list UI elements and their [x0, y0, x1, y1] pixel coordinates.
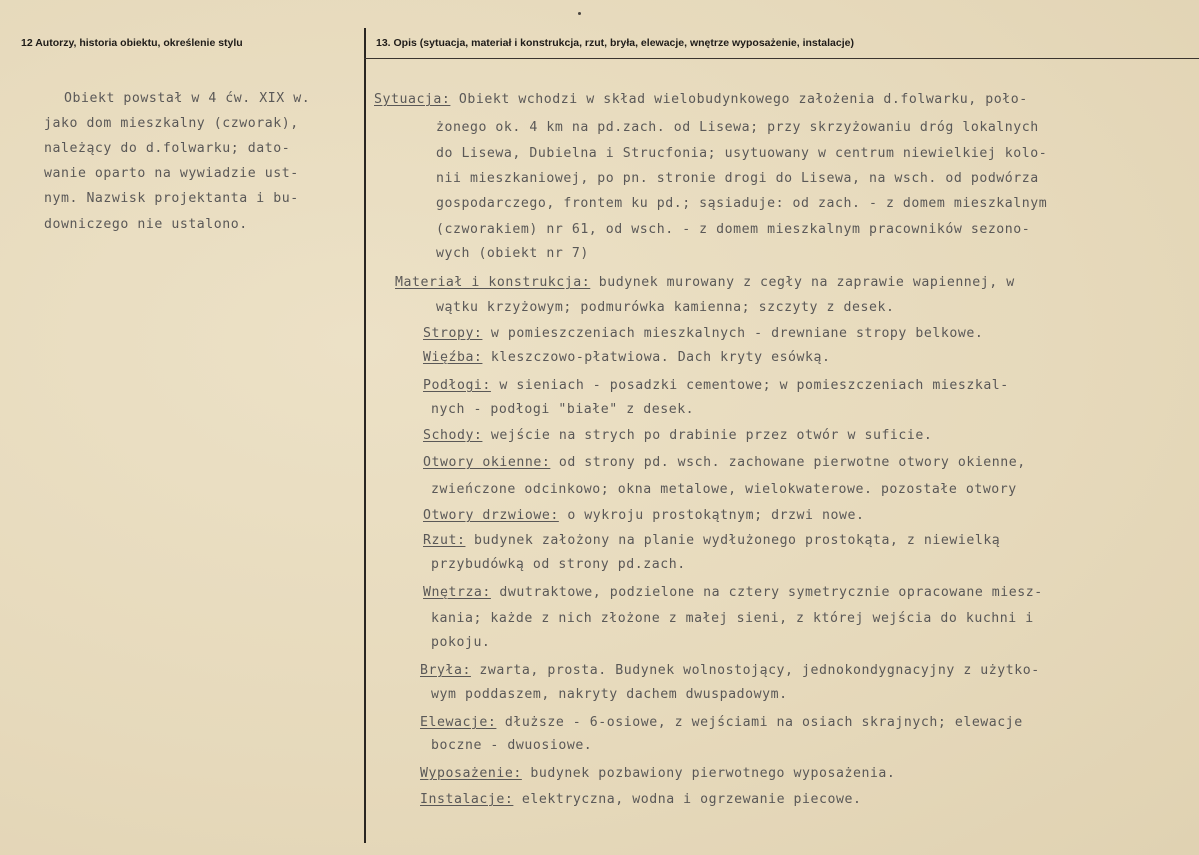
section-schody: [423, 428, 932, 443]
section-label: Wnętrza:: [423, 585, 491, 600]
section-bryla: [420, 663, 1040, 678]
section-text: budynek założony na planie wydłużonego prostokąta, z niewielką: [465, 533, 1001, 548]
section-text: w pomieszczeniach mieszkalnych - drewniane stropy belkowe.: [482, 326, 984, 341]
section-wiezba: [423, 350, 831, 365]
section-text-line: boczne - dwuosiowe.: [431, 738, 593, 753]
section-text-line: nii mieszkaniowej, po pn. stronie drogi do Lisewa, na wsch. od podwórza: [436, 171, 1039, 186]
history-line: Obiekt powstał w 4 ćw. XIX w.: [64, 91, 311, 106]
section-text-line: do Lisewa, Dubielna i Strucfonia; usytuowany w centrum niewielkiej kolo-: [436, 146, 1048, 161]
section-instalacje: [420, 792, 861, 807]
section-label: Otwory okienne:: [423, 455, 551, 470]
section-label: Podłogi:: [423, 378, 491, 393]
column-divider: [364, 28, 366, 843]
section-elewacje: [420, 715, 1023, 730]
history-line: jako dom mieszkalny (czworak),: [44, 116, 299, 131]
section-label: Wyposażenie:: [420, 766, 522, 781]
punch-mark: [578, 12, 581, 15]
section-otwory-drzwiowe: [423, 508, 864, 523]
section-wyposazenie: [420, 766, 895, 781]
section-stropy: [423, 326, 983, 341]
section-text-line: żonego ok. 4 km na pd.zach. od Lisewa; przy skrzyżowaniu dróg lokalnych: [436, 120, 1039, 135]
history-line: downiczego nie ustalono.: [44, 217, 248, 232]
header-left: 12 Autorzy, historia obiektu, określenie stylu: [21, 37, 243, 49]
section-wnetrza: [423, 585, 1043, 600]
section-text: wejście na strych po drabinie przez otwór w suficie.: [482, 428, 933, 443]
section-label: Sytuacja:: [374, 92, 451, 107]
section-label: Więźba:: [423, 350, 483, 365]
section-label: Otwory drzwiowe:: [423, 508, 559, 523]
section-text-line: (czworakiem) nr 61, od wsch. - z domem mieszkalnym pracowników sezono-: [436, 222, 1031, 237]
section-text-line: gospodarczego, frontem ku pd.; sąsiaduje: od zach. - z domem mieszkalnym: [436, 196, 1048, 211]
section-label: Rzut:: [423, 533, 466, 548]
section-material: [395, 275, 1015, 290]
section-text: budynek pozbawiony pierwotnego wyposażenia.: [521, 766, 896, 781]
section-label: Stropy:: [423, 326, 483, 341]
history-line: wanie oparto na wywiadzie ust-: [44, 166, 299, 181]
section-text: kleszczowo-płatwiowa. Dach kryty esówką.: [482, 350, 831, 365]
section-text-line: wym poddaszem, nakryty dachem dwuspadowym.: [431, 687, 788, 702]
section-text: w sieniach - posadzki cementowe; w pomieszczeniach mieszkal-: [490, 378, 1009, 393]
section-text: dłuższe - 6-osiowe, z wejściami na osiach skrajnych; elewacje: [496, 715, 1023, 730]
section-label: Instalacje:: [420, 792, 514, 807]
section-text-line: nych - podłogi "białe" z desek.: [431, 402, 695, 417]
section-text-line: wątku krzyżowym; podmurówka kamienna; szczyty z desek.: [436, 300, 895, 315]
header-rule: [364, 58, 1199, 59]
header-right: 13. Opis (sytuacja, materiał i konstrukcja, rzut, bryła, elewacje, wnętrze wyposażenie, instalacje): [376, 37, 854, 49]
section-text-line: pokoju.: [431, 635, 491, 650]
section-rzut: [423, 533, 1000, 548]
section-text: Obiekt wchodzi w skład wielobudynkowego założenia d.folwarku, poło-: [450, 92, 1028, 107]
history-line: nym. Nazwisk projektanta i bu-: [44, 191, 299, 206]
section-label: Bryła:: [420, 663, 471, 678]
section-text: od strony pd. wsch. zachowane pierwotne otwory okienne,: [550, 455, 1026, 470]
section-label: Elewacje:: [420, 715, 497, 730]
section-sytuacja: [374, 92, 1028, 107]
section-text-line: przybudówką od strony pd.zach.: [431, 557, 686, 572]
section-text-line: zwieńczone odcinkowo; okna metalowe, wielokwaterowe. pozostałe otwory: [431, 482, 1017, 497]
section-text: dwutraktowe, podzielone na cztery symetrycznie opracowane miesz-: [490, 585, 1043, 600]
history-line: należący do d.folwarku; dato-: [44, 141, 291, 156]
section-label: Materiał i konstrukcja:: [395, 275, 591, 290]
section-text: zwarta, prosta. Budynek wolnostojący, jednokondygnacyjny z użytko-: [470, 663, 1040, 678]
section-label: Schody:: [423, 428, 483, 443]
section-text: budynek murowany z cegły na zaprawie wapiennej, w: [590, 275, 1015, 290]
section-otwory-okienne: [423, 455, 1026, 470]
section-text-line: wych (obiekt nr 7): [436, 246, 589, 261]
section-text: o wykroju prostokątnym; drzwi nowe.: [558, 508, 865, 523]
section-text-line: kania; każde z nich złożone z małej sieni, z której wejścia do kuchni i: [431, 611, 1034, 626]
section-podlogi: [423, 378, 1009, 393]
section-text: elektryczna, wodna i ogrzewanie piecowe.: [513, 792, 862, 807]
